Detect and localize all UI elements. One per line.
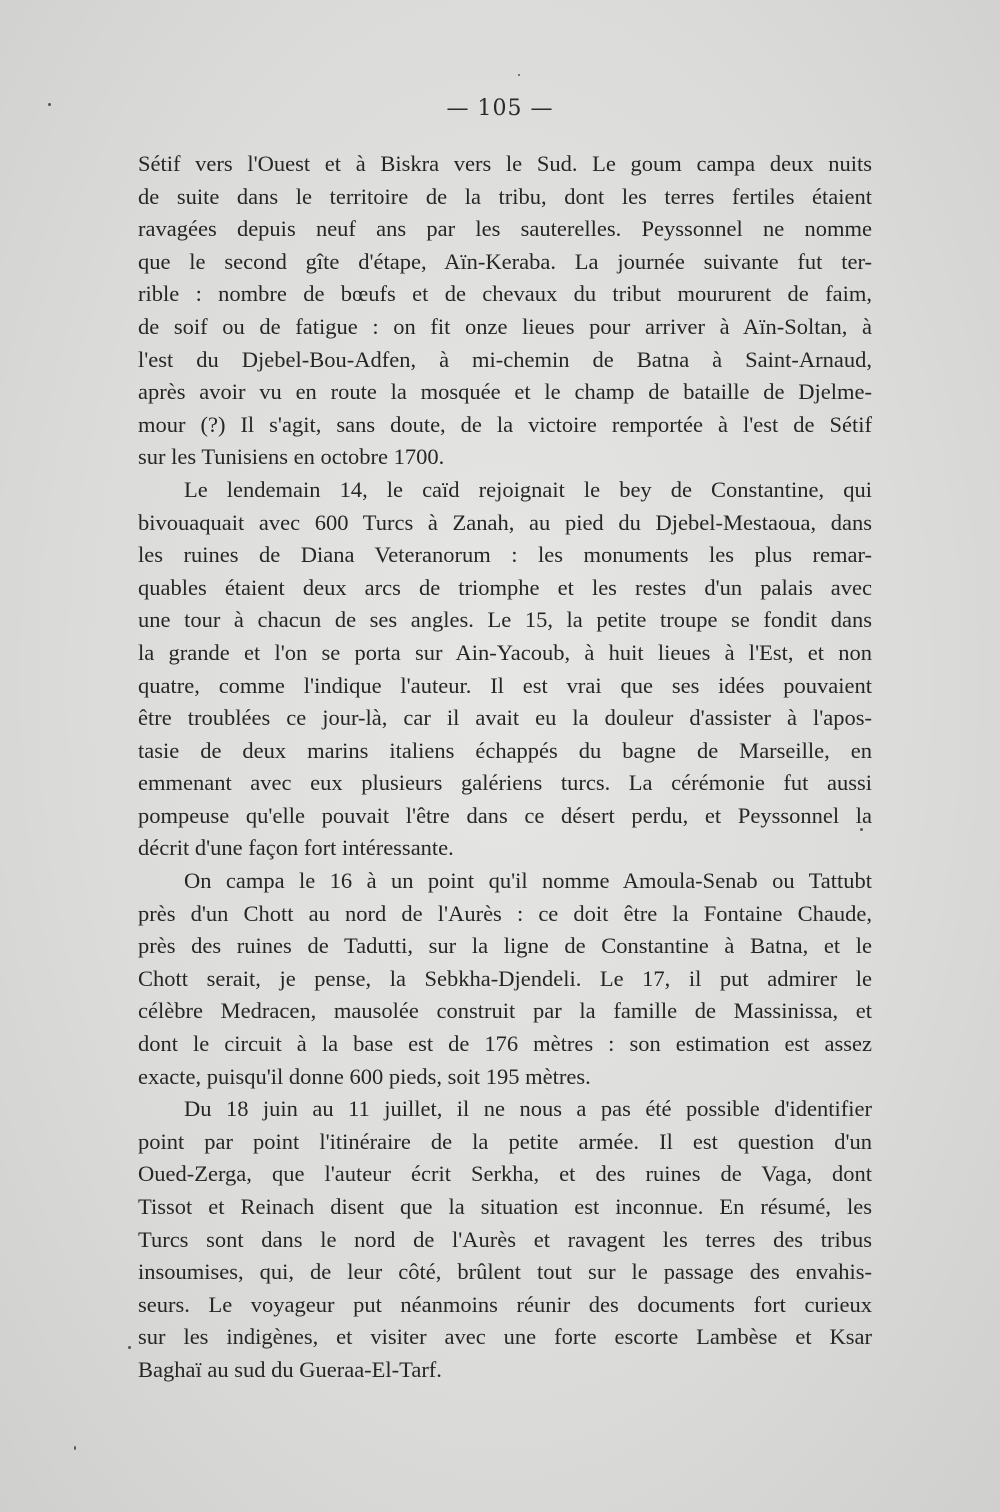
text-line: Tissot et Reinach disent que la situation est inconnue. En résumé, les — [138, 1194, 872, 1219]
text-line: bivouaquait avec 600 Turcs à Zanah, au pied du Djebel-Mestaoua, dans — [138, 509, 872, 535]
text-line: Du 18 juin au 11 juillet, il ne nous a pas été possible d'identifier — [184, 1096, 872, 1122]
text-line: On campa le 16 à un point qu'il nomme Amoula-Senab ou Tattubt — [184, 868, 872, 894]
text-line: près d'un Chott au nord de l'Aurès : ce doit être la Fontaine Chaude, — [138, 900, 872, 926]
text-line: dont le circuit à la base est de 176 mètres : son estimation est assez — [138, 1031, 872, 1057]
scan-speck — [48, 103, 51, 106]
text-line: célèbre Medracen, mausolée construit par la famille de Massinissa, et — [138, 998, 872, 1024]
text-line: insoumises, qui, de leur côté, brûlent tout sur le passage des envahis- — [138, 1259, 872, 1285]
text-line: la grande et l'on se porta sur Ain-Yacoub, à huit lieues à l'Est, et non — [138, 639, 872, 665]
text-line: pompeuse qu'elle pouvait l'être dans ce désert perdu, et Peyssonnel la — [138, 802, 872, 828]
text-line: ravagées depuis neuf ans par les sauterelles. Peyssonnel ne nomme — [138, 216, 872, 242]
scan-speck — [128, 1346, 131, 1349]
text-line: décrit d'une façon fort intéressante. — [138, 835, 454, 861]
text-line: après avoir vu en route la mosquée et le champ de bataille de Djelme- — [138, 379, 872, 405]
text-line: près des ruines de Tadutti, sur la ligne de Constantine à Batna, et le — [138, 933, 872, 959]
scan-speck — [518, 74, 520, 76]
text-line: seurs. Le voyageur put néanmoins réunir des documents fort curieux — [138, 1291, 872, 1317]
text-line: quables étaient deux arcs de triomphe et les restes d'un palais avec — [138, 574, 872, 600]
text-line: sur les Tunisiens en octobre 1700. — [138, 444, 445, 470]
text-line: Oued-Zerga, que l'auteur écrit Serkha, et des ruines de Vaga, dont — [138, 1161, 872, 1187]
text-line: Sétif vers l'Ouest et à Biskra vers le Sud. Le goum campa deux nuits — [138, 151, 872, 176]
text-line: rible : nombre de bœufs et de chevaux du tribut moururent de faim, — [138, 281, 872, 307]
text-line: les ruines de Diana Veteranorum : les monuments les plus remar- — [138, 542, 872, 568]
text-line: Baghaï au sud du Gueraa-El-Tarf. — [138, 1356, 442, 1382]
text-line: tasie de deux marins italiens échappés du bagne de Marseille, en — [138, 737, 872, 763]
text-line: que le second gîte d'étape, Aïn-Keraba. La journée suivante fut ter- — [138, 248, 872, 274]
text-line: être troublées ce jour-là, car il avait eu la douleur d'assister à l'apos- — [138, 705, 872, 731]
text-line: mour (?) Il s'agit, sans doute, de la victoire remportée à l'est de Sétif — [138, 411, 872, 437]
page-number: — 105 — — [446, 96, 554, 121]
scan-speck — [74, 1446, 76, 1450]
text-line: Turcs sont dans le nord de l'Aurès et ravagent les terres des tribus — [138, 1226, 872, 1252]
text-line: Le lendemain 14, le caïd rejoignait le bey de Constantine, qui — [184, 476, 872, 502]
text-line: exacte, puisqu'il donne 600 pieds, soit 195 mètres. — [138, 1063, 591, 1089]
text-line: de suite dans le territoire de la tribu, dont les terres fertiles étaient — [138, 183, 872, 209]
text-line: sur les indigènes, et visiter avec une forte escorte Lambèse et Ksar — [138, 1324, 872, 1350]
body-text — [138, 148, 872, 1387]
text-line: une tour à chacun de ses angles. Le 15, la petite troupe se fondit dans — [138, 607, 872, 633]
text-line: Chott serait, je pense, la Sebkha-Djendeli. Le 17, il put admirer le — [138, 965, 872, 991]
text-line: point par point l'itinéraire de la petite armée. Il est question d'un — [138, 1128, 872, 1154]
scan-speck — [860, 828, 863, 831]
text-line: quatre, comme l'indique l'auteur. Il est vrai que ses idées pouvaient — [138, 672, 872, 698]
text-line: l'est du Djebel-Bou-Adfen, à mi-chemin de Batna à Saint-Arnaud, — [138, 346, 872, 372]
text-line: emmenant avec eux plusieurs galériens turcs. La cérémonie fut aussi — [138, 770, 872, 796]
text-line: de soif ou de fatigue : on fit onze lieues pour arriver à Aïn-Soltan, à — [138, 313, 872, 339]
